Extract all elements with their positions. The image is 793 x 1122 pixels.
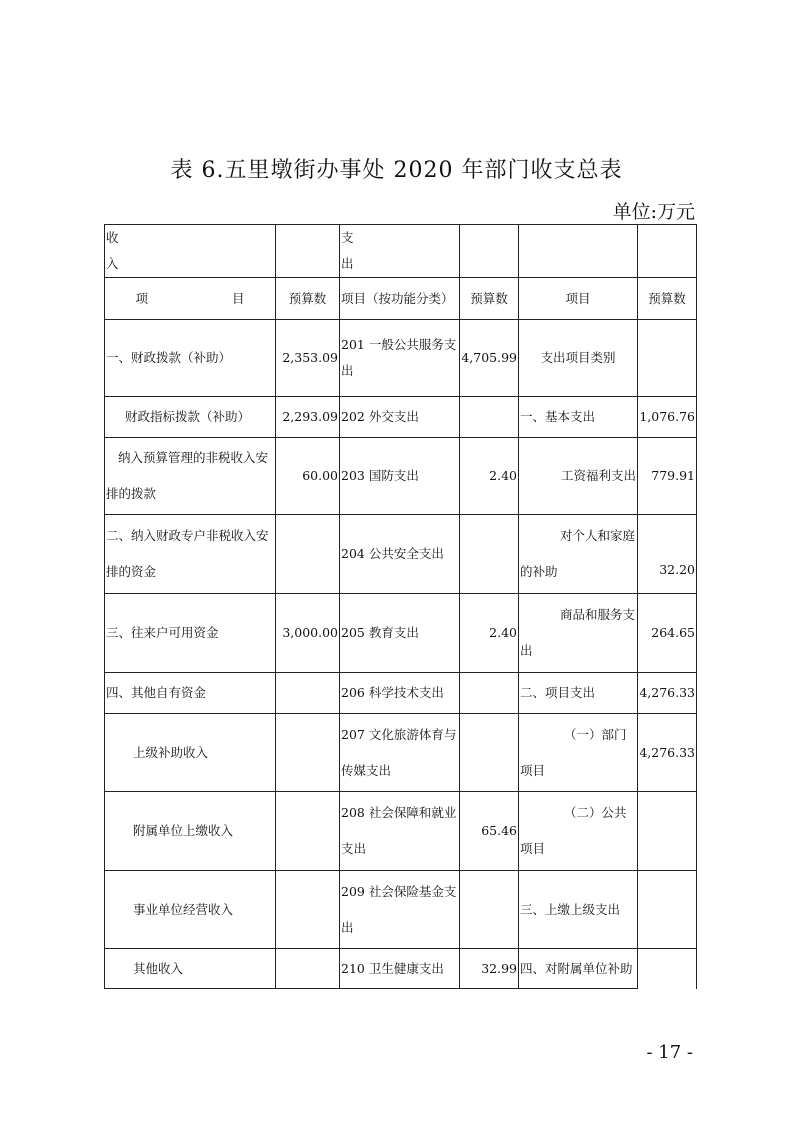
income-item: 三、往来户可用资金 <box>105 594 276 673</box>
header-budget: 预算数 <box>638 278 697 320</box>
category-value: 779.91 <box>638 438 697 515</box>
category-value <box>638 871 697 949</box>
category-value: 32.20 <box>638 515 697 594</box>
category-value <box>638 320 697 397</box>
category-item: 支出项目类别 <box>519 320 638 397</box>
income-value: 2,293.09 <box>276 397 340 438</box>
expense-item: 203 国防支出 <box>340 438 460 515</box>
table-header-row <box>105 225 697 278</box>
budget-table <box>104 224 697 989</box>
expense-item: 205 教育支出 <box>340 594 460 673</box>
header-empty <box>460 225 519 278</box>
category-item: 三、上缴上级支出 <box>519 871 638 949</box>
expense-value: 4,705.99 <box>460 320 519 397</box>
table-row <box>105 871 697 949</box>
table-subheader-row <box>105 278 697 320</box>
income-value <box>276 792 340 871</box>
income-value <box>276 673 340 714</box>
income-value: 60.00 <box>276 438 340 515</box>
header-budget: 预算数 <box>276 278 340 320</box>
category-value: 4,276.33 <box>638 714 697 792</box>
expense-value <box>460 871 519 949</box>
income-item: 纳入预算管理的非税收入安排的拨款 <box>105 438 276 515</box>
table-row <box>105 320 697 397</box>
income-value <box>276 949 340 989</box>
income-item: 事业单位经营收入 <box>105 871 276 949</box>
expense-value: 65.46 <box>460 792 519 871</box>
income-item: 上级补助收入 <box>105 714 276 792</box>
income-value <box>276 714 340 792</box>
income-item: 财政指标拨款（补助） <box>105 397 276 438</box>
header-func-item: 项目（按功能分类） <box>340 278 460 320</box>
table-row <box>105 714 697 792</box>
category-item: （一）部门项目 <box>519 714 638 792</box>
page-title: 表 6.五里墩街办事处 2020 年部门收支总表 <box>170 158 623 183</box>
category-item: 四、对附属单位补助 <box>519 949 638 989</box>
expense-value: 2.40 <box>460 438 519 515</box>
header-empty <box>519 225 638 278</box>
category-value: 1,076.76 <box>638 397 697 438</box>
category-value: 4,276.33 <box>638 673 697 714</box>
header-income: 收 入 <box>105 225 276 278</box>
unit-label: 单位:万元 <box>612 201 695 223</box>
expense-item: 207 文化旅游体育与传媒支出 <box>340 714 460 792</box>
table-row <box>105 792 697 871</box>
category-value: 264.65 <box>638 594 697 673</box>
expense-item: 208 社会保障和就业支出 <box>340 792 460 871</box>
table-row <box>105 594 697 673</box>
category-value <box>638 949 697 989</box>
expense-value: 2.40 <box>460 594 519 673</box>
expense-value <box>460 673 519 714</box>
table-row <box>105 515 697 594</box>
expense-value: 32.99 <box>460 949 519 989</box>
category-item: 商品和服务支出 <box>519 594 638 673</box>
category-value <box>638 792 697 871</box>
expense-item: 202 外交支出 <box>340 397 460 438</box>
income-value: 2,353.09 <box>276 320 340 397</box>
category-item: （二）公共项目 <box>519 792 638 871</box>
header-expense: 支 出 <box>340 225 460 278</box>
table-row <box>105 438 697 515</box>
header-proj: 项目 <box>519 278 638 320</box>
expense-item: 201 一般公共服务支出 <box>340 320 460 397</box>
category-item: 二、项目支出 <box>519 673 638 714</box>
income-value <box>276 515 340 594</box>
income-item: 其他收入 <box>105 949 276 989</box>
table-row <box>105 673 697 714</box>
table-row <box>105 397 697 438</box>
category-item: 一、基本支出 <box>519 397 638 438</box>
header-empty <box>276 225 340 278</box>
header-budget: 预算数 <box>460 278 519 320</box>
income-item: 附属单位上缴收入 <box>105 792 276 871</box>
expense-value <box>460 397 519 438</box>
header-empty <box>638 225 697 278</box>
expense-item: 204 公共安全支出 <box>340 515 460 594</box>
expense-item: 210 卫生健康支出 <box>340 949 460 989</box>
category-item: 对个人和家庭的补助 <box>519 515 638 594</box>
income-item: 二、纳入财政专户非税收入安排的资金 <box>105 515 276 594</box>
expense-value <box>460 714 519 792</box>
table-row <box>105 949 697 989</box>
income-item: 一、财政拨款（补助） <box>105 320 276 397</box>
header-item: 项 目 <box>105 278 276 320</box>
income-value <box>276 871 340 949</box>
category-item: 工资福利支出 <box>519 438 638 515</box>
page-number: - 17 - <box>646 1042 693 1063</box>
expense-item: 206 科学技术支出 <box>340 673 460 714</box>
expense-value <box>460 515 519 594</box>
income-item: 四、其他自有资金 <box>105 673 276 714</box>
income-value: 3,000.00 <box>276 594 340 673</box>
expense-item: 209 社会保险基金支出 <box>340 871 460 949</box>
